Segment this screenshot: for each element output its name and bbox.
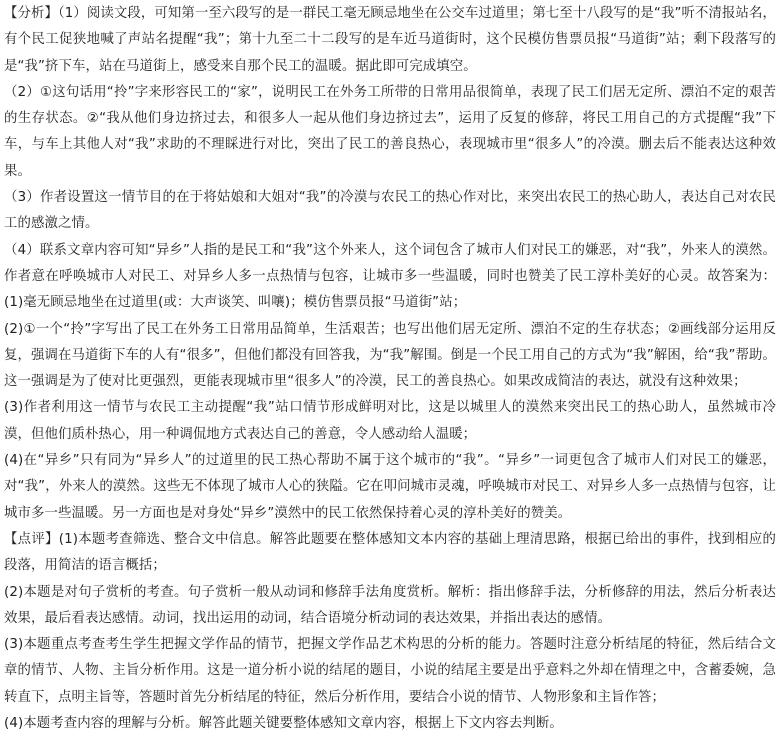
analysis-part-2: （2）①这句话用“拎”字来形容民工的“家”，说明民工在外务工所带的日常用品很简单，表现了民工们居无定所、漂泊不定的艰苦的生存状态。②“我从他们身边挤过去，和很多人一起从他们身边挤过去”，运用了反复的修辞，将民工用自己的方式提醒“我”下车，与车上其他人对“我”求助的不理睬进行对比，突出了民工的善良热心，表现城市里“很多人”的冷漠。删去后不能表达这种效果。	[4, 84, 776, 179]
answer-part-3: (3)作者利用这一情节与农民工主动提醒“我”站口情节形成鲜明对比，这是以城里人的漠然来突出民工的热心助人，虽然城市冷漠，但他们质朴热心，用一种调侃地方式表达自己的善意，令人感动给人温暖；	[4, 400, 776, 442]
analysis-part-1: 【分析】（1）阅读文段，可知第一至六段写的是一群民工毫无顾忌地坐在公交车过道里；第七至十八段写的是“我”听不清报站名，有个民工促狭地喊了声站名提醒“我”；第十九至二十二段写的是车近马道街时，这个民模仿售票员报“马道街”站；剩下段落写的是“我”挤下车，站在马道街上，感受来自那个民工的温暖。据此即可完成填空。	[4, 6, 776, 74]
comment-part-4: (4)本题考查内容的理解与分析。解答此题关键要整体感知文章内容，根据上下文内容去判断。	[4, 716, 563, 732]
comment-part-2: (2)本题是对句子赏析的考查。句子赏析一般从动词和修辞手法角度赏析。解析：指出修辞手法，分析修辞的用法，然后分析表达效果，最后看表达感情。动词，找出运用的动词，结合语境分析动词的表达效果，并指出表达的感情。	[4, 584, 776, 626]
answer-part-4: (4)在“异乡”只有同为“异乡人”的过道里的民工热心帮助不属于这个城市的“我”。“异乡”一词更包含了城市人们对民工的嫌恶，对“我”，外来人的漠然。这些无不体现了城市人心的狭隘。它在叩问城市灵魂，呼唤城市对民工、对异乡人多一点热情与包容，让城市多一些温暖。另一方面也是对身处“异乡”漠然中的民工依然保持着心灵的淳朴美好的赞美。	[4, 453, 776, 521]
answer-part-2: (2)①一个“拎”字写出了民工在外务工日常用品简单，生活艰苦；也写出他们居无定所、漂泊不定的生存状态；②画线部分运用反复，强调在马道街下车的人有“很多”，但他们都没有回答我，为“我”解围。倒是一个民工用自己的方式为“我”解困，给“我”帮助。 这一强调是为了使对比更强烈，更能表现城市里“很多人”的冷漠，民工的善良热心。如果改成简洁的表达，就没有这种效果；	[4, 321, 776, 390]
analysis-part-3: （3）作者设置这一情节目的在于将姑娘和大姐对“我”的冷漠与农民工的热心作对比，来突出农民工的热心助人，表达自己对农民工的感激之情。	[4, 190, 776, 232]
comment-part-3: (3)本题重点考查考生学生把握文学作品的情节，把握文学作品艺术构思的分析的能力。答题时注意分析结尾的特征，然后结合文章的情节、人物、主旨分析作用。这是一道分析小说的结尾的题目，小说的结尾主要是出乎意料之外却在情理之中，含蓄委婉，急转直下，点明主旨等，答题时首先分析结尾的特征，然后分析作用，要结合小说的情节、人物形象和主旨作答；	[4, 637, 776, 705]
analysis-part-4-and-answer-1: （4）联系文章内容可知“异乡”人指的是民工和“我”这个外来人，这个词包含了城市人们对民工的嫌恶，对“我”，外来人的漠然。作者意在呼唤城市人对民工、对异乡人多一点热情与包容，让城市多一些温暖，同时也赞美了民工淳朴美好的心灵。故答案为：(1)毫无顾忌地坐在过道里(或：大声谈笑、叫嚷)；模仿售票员报“马道街”站；	[4, 242, 776, 311]
comment-part-1: 【点评】(1)本题考查筛选、整合文中信息。解答此题要在整体感知文本内容的基础上理清思路，根据已给出的事件，找到相应的段落，用简洁的语言概括；	[4, 531, 776, 574]
